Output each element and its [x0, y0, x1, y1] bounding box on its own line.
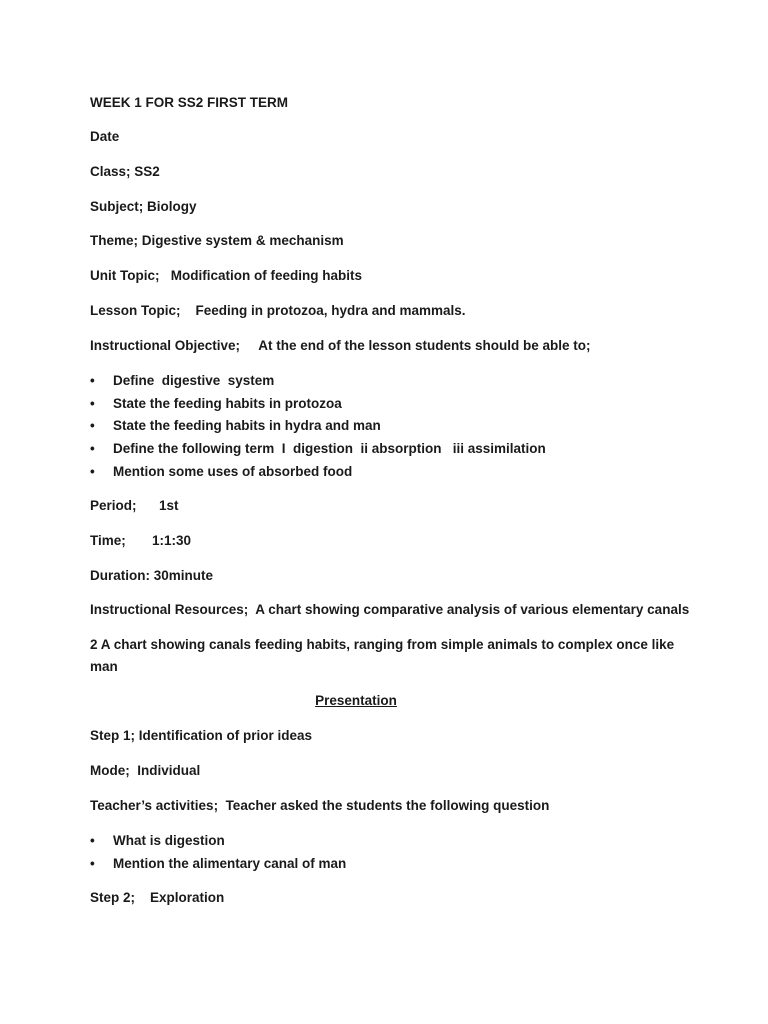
unit-topic-line: Unit Topic; Modification of feeding habits — [90, 268, 362, 283]
step2-line: Step 2; Exploration — [90, 890, 225, 905]
resource-2-line: 2 A chart showing canals feeding habits, ranging from simple animals to complex once like man — [90, 637, 675, 674]
duration-line: Duration: 30minute — [90, 568, 214, 583]
lesson-topic-line: Lesson Topic; Feeding in protozoa, hydra and mammals. — [90, 303, 466, 318]
question-item: • Mention the alimentary canal of man — [113, 855, 346, 873]
objective-line: Instructional Objective; At the end of the lesson students should be able to; — [90, 338, 591, 353]
question-item: • What is digestion — [113, 832, 225, 850]
document-title: WEEK 1 FOR SS2 FIRST TERM — [90, 95, 289, 110]
teacher-activities-line: Teacher’s activities; Teacher asked the students the following question — [90, 798, 550, 813]
class-line: Class; SS2 — [90, 164, 160, 179]
theme-line: Theme; Digestive system & mechanism — [90, 233, 344, 248]
objective-item: • Define the following term I digestion ii absorption iii assimilation — [113, 440, 546, 458]
resources-line: Instructional Resources; A chart showing comparative analysis of various elementary canals — [90, 602, 690, 617]
subject-line: Subject; Biology — [90, 199, 197, 214]
step1-line: Step 1; Identification of prior ideas — [90, 728, 313, 743]
objective-item: • Define digestive system — [113, 372, 274, 390]
period-line: Period; 1st — [90, 498, 179, 513]
objective-item: • State the feeding habits in protozoa — [113, 395, 342, 413]
time-line: Time; 1:1:30 — [90, 533, 192, 548]
mode-line: Mode; Individual — [90, 763, 201, 778]
presentation-heading: Presentation — [315, 693, 397, 708]
date-line: Date — [90, 129, 120, 144]
objective-item: • State the feeding habits in hydra and man — [113, 417, 381, 435]
objective-item: • Mention some uses of absorbed food — [113, 463, 352, 481]
